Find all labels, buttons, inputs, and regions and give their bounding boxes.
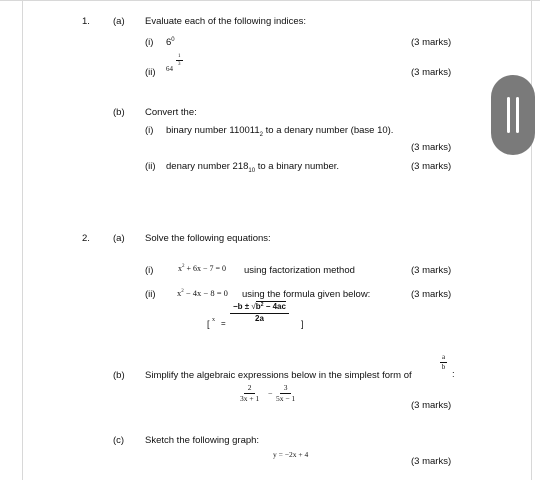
q1a-label: (a): [113, 16, 125, 27]
q1b-ii-base-subscript: 10: [248, 167, 256, 174]
q2b-target-fraction: [440, 354, 447, 372]
q1a-i-expression: [166, 37, 175, 48]
q1a-ii-exp-denominator: 3: [178, 62, 181, 68]
q2a-ii-method: using the formula given below:: [242, 289, 371, 300]
formula-equals: =: [221, 319, 226, 328]
formula-radicand-b: b: [255, 302, 261, 311]
q2a-i-marks: (3 marks): [411, 265, 452, 276]
q1b-ii-marks: (3 marks): [411, 161, 452, 172]
formula-open-bracket: [: [207, 319, 210, 329]
q1a-heading: Evaluate each of the following indices:: [145, 16, 307, 27]
q1a-ii-marks: (3 marks): [411, 67, 452, 78]
scroll-handle[interactable]: [491, 75, 535, 155]
q2a-i-label: (i): [145, 265, 154, 276]
q1a-i-marks: (3 marks): [411, 37, 452, 48]
q1b-i-label: (i): [145, 125, 154, 136]
q2b-fraction-2-numerator: 3: [280, 384, 292, 394]
q2a-ii-equation: [177, 289, 228, 299]
q2c-marks: (3 marks): [411, 456, 452, 467]
formula-radicand: [256, 301, 286, 311]
sqrt-symbol: √: [251, 302, 256, 311]
q2c-equation: y = −2x + 4: [273, 450, 309, 459]
q2b-fraction-1-denominator: 3x + 1: [240, 393, 260, 403]
q1b-i-text-end: to a denary number (base 10).: [263, 125, 394, 136]
q1b-label: (b): [113, 107, 125, 118]
q2a-ii-marks: (3 marks): [411, 289, 452, 300]
formula-close-bracket: ]: [301, 319, 304, 329]
grip-line-left: [507, 97, 510, 133]
q2a-ii-eq-exponent: 2: [181, 289, 184, 294]
q2a-ii-eq-x: x: [177, 288, 182, 298]
formula-numerator: [230, 303, 289, 314]
formula-denominator: 2a: [255, 314, 264, 324]
q2b-target-numerator: a: [440, 354, 447, 363]
page-frame-left: [22, 0, 23, 480]
q2a-heading: Solve the following equations:: [145, 233, 271, 244]
q2b-label: (b): [113, 370, 125, 381]
q2a-ii-label: (ii): [145, 289, 156, 300]
q1a-i-base: 6: [166, 37, 172, 48]
q2c-heading: Sketch the following graph:: [145, 435, 260, 446]
q2b-minus: −: [268, 389, 273, 398]
q2a-ii-eq-rest: − 4x − 8 = 0: [183, 288, 228, 298]
q2b-target-denominator: b: [441, 363, 446, 372]
q2c-label: (c): [113, 435, 125, 446]
q1b-heading: Convert the:: [145, 107, 197, 118]
q1b-ii-text-end: to a binary number.: [255, 161, 340, 172]
grip-line-right: [516, 97, 519, 133]
q1a-i-exponent: 0: [171, 37, 175, 43]
formula-radicand-rest: − 4ac: [263, 302, 286, 311]
q1a-ii-base: 64: [166, 65, 173, 73]
q2a-i-eq-rest: + 6x − 7 = 0: [184, 264, 227, 273]
page-frame-right: [531, 0, 532, 480]
q1b-i-text-start: binary number 110011: [166, 125, 260, 136]
q1b-ii-label: (ii): [145, 161, 156, 172]
quadratic-formula-fraction: [230, 303, 289, 324]
q2b-fraction-1-numerator: 2: [244, 384, 256, 394]
q2a-label: (a): [113, 233, 125, 244]
q2-number: 2.: [82, 233, 90, 244]
q2b-fraction-1: [240, 384, 259, 403]
q2b-marks: (3 marks): [411, 400, 452, 411]
q1a-ii-exp-numerator: 1: [176, 54, 183, 61]
q2a-i-method: using factorization method: [244, 265, 355, 276]
q1b-ii-text: [166, 162, 339, 174]
q1a-i-label: (i): [145, 37, 154, 48]
q2a-i-eq-x: x: [178, 264, 182, 273]
formula-radicand-exponent: 2: [260, 302, 264, 308]
formula-num-prefix: −b ±: [233, 302, 252, 311]
q1a-ii-exponent-fraction: [176, 54, 183, 68]
q1a-ii-label: (ii): [145, 67, 156, 78]
q2b-fraction-2: [276, 384, 295, 403]
page-frame-top: [0, 0, 540, 1]
q2b-fraction-2-denominator: 5x − 1: [276, 393, 296, 403]
q1b-i-marks: (3 marks): [411, 142, 452, 153]
q1b-i-base-subscript: 2: [259, 131, 263, 138]
q1b-i-text: [166, 126, 393, 138]
formula-variable: x: [212, 317, 215, 323]
q2a-i-equation: [178, 265, 226, 274]
q1-number: 1.: [82, 16, 90, 27]
q2a-i-eq-exponent: 2: [182, 264, 185, 269]
q2b-colon: :: [452, 369, 455, 380]
q1b-ii-text-start: denary number 218: [166, 161, 249, 172]
q2b-text: Simplify the algebraic expressions below in the simplest form of: [145, 370, 412, 381]
